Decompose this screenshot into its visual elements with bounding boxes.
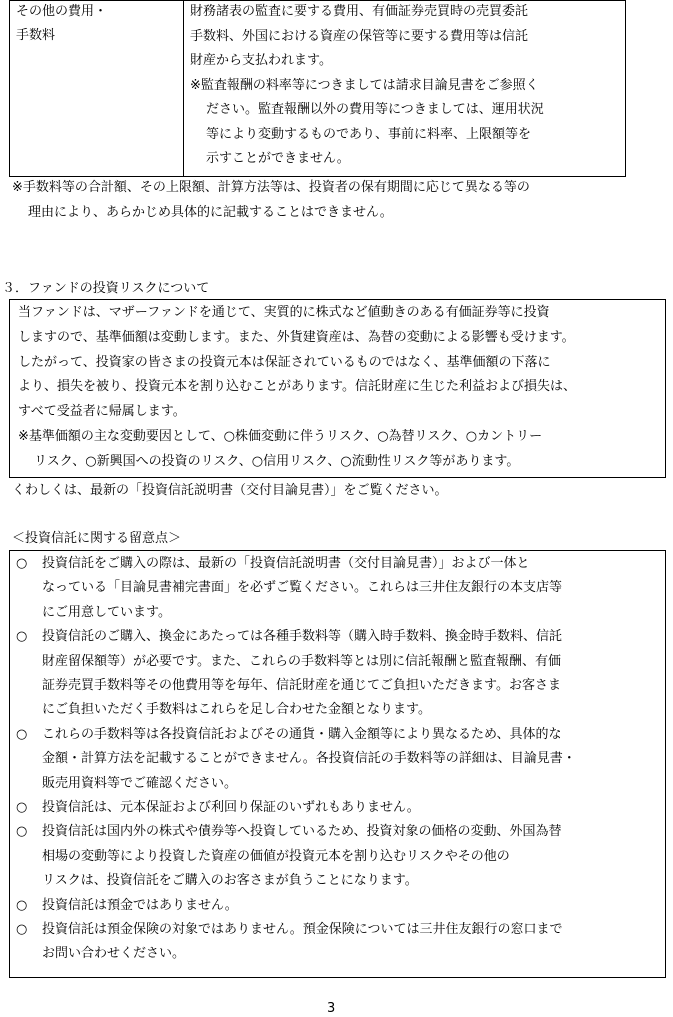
notes-item-line: リスクは、投資信託をご購入のお客さまが負うことになります。 [42,873,418,889]
notes-item-line: 投資信託は預金ではありません。 [42,897,238,913]
notes-item-line: お問い合わせください。 [42,946,186,962]
bullet-circle-icon: ○ [16,922,28,937]
notes-heading: ＜投資信託に関する留意点＞ [12,531,182,546]
notes-item-line: 投資信託のご購入、換金にあたっては各種手数料等（購入時手数料、換金時手数料、信託 [42,629,563,645]
notes-item-line: 証券売買手数料等その他費用等を毎年、信託財産を通じてご負担いただきます。お客さま [42,678,561,693]
fee-content-line: 示すことができません。 [206,151,350,166]
bullet-circle-icon: ○ [16,556,28,571]
bullet-circle-icon: ○ [16,824,28,840]
notes-item-line: 投資信託は国内外の株式や債券等へ投資しているため、投資対象の価格の変動、外国為替 [42,824,562,840]
risk-line: すべて受益者に帰属します。 [18,404,186,420]
notes-item-line: にご負担いただく手数料はこれらを足し合わせた金額となります。 [42,702,431,718]
notes-item-line: 投資信託をご購入の際は、最新の「投資信託説明書（交付目論見書）」および一体と [42,556,530,571]
risk-line: リスク、○新興国への投資のリスク、○信用リスク、○流動性リスク等があります。 [34,453,520,469]
risk-line: より、損失を被り、投資元本を割り込むことがあります。信託財産に生じた利益および損失は、 [18,379,576,395]
notes-item-line: 投資信託は、元本保証および利回り保証のいずれもありません。 [42,800,420,815]
fee-note-line: 理由により、あらかじめ具体的に記載することはできません。 [28,205,393,220]
fee-content-line: 財務諸表の監査に要する費用、有価証券売買時の売買委託 [190,4,529,19]
risk-line: したがって、投資家の皆さまの投資元本は保証されているものではなく、基準価額の下落に [18,354,551,370]
fee-content-line: 財産から支払われます。 [190,53,332,68]
bullet-circle-icon: ○ [16,897,28,913]
bullet-circle-icon: ○ [16,629,28,645]
bullet-circle-icon: ○ [16,726,28,742]
fee-table-divider [183,0,184,177]
fee-content-line: ださい。監査報酬以外の費用等につきましては、運用状況 [206,102,544,117]
risk-line: しますので、基準価額は変動します。また、外貨建資産は、為替の変動による影響も受けます。 [18,329,575,345]
bullet-circle-icon: ○ [16,800,28,815]
notes-item-line: これらの手数料等は各投資信託およびその通貨・購入金額等により異なるため、具体的な [42,726,562,742]
notes-item-line: にご用意しています。 [42,604,171,620]
notes-item-line: なっている「目論見書補完書面」を必ずご覧ください。これらは三井住友銀行の本支店等 [42,580,563,596]
page-number: 3 [327,1001,336,1016]
notes-item-line: 販売用資料等でご確認ください。 [42,775,238,791]
notes-item-line: 相場の変動等により投資した資産の価値が投資元本を割り込むリスクやその他の [42,848,510,864]
fee-note-line: ※手数料等の合計額、その上限額、計算方法等は、投資者の保有期間に応じて異なる等の [12,180,530,195]
notes-item-line: 財産留保額等）が必要です。また、これらの手数料等とは別に信託報酬と監査報酬、有価 [42,653,561,669]
risk-more-info: くわしくは、最新の「投資信託説明書（交付目論見書）」をご覧ください。 [12,483,448,498]
notes-item-line: 投資信託は預金保険の対象ではありません。預金保険については三井住友銀行の窓口まで [42,922,563,937]
risk-line: ※基準価額の主な変動要因として、○株価変動に伴うリスク、○為替リスク、○カントリー [18,429,543,444]
fee-content-line: 手数料、外国における資産の保管等に要する費用等は信託 [190,28,529,44]
risk-line: 当ファンドは、マザーファンドを通じて、実質的に株式など値動きのある有価証券等に投資 [18,305,550,320]
risk-heading: ３．ファンドの投資リスクについて [2,281,210,296]
fee-content-line: ※監査報酬の料率等につきましては請求目論見書をご参照く [190,77,539,93]
fee-content-line: 等により変動するものであり、事前に料率、上限額等を [206,126,532,142]
fee-label-line: 手数料 [16,28,56,43]
notes-item-line: 金額・計算方法を記載することができません。各投資信託の手数料等の詳細は、目論見書・ [42,751,576,767]
fee-label-line: その他の費用・ [16,4,108,19]
